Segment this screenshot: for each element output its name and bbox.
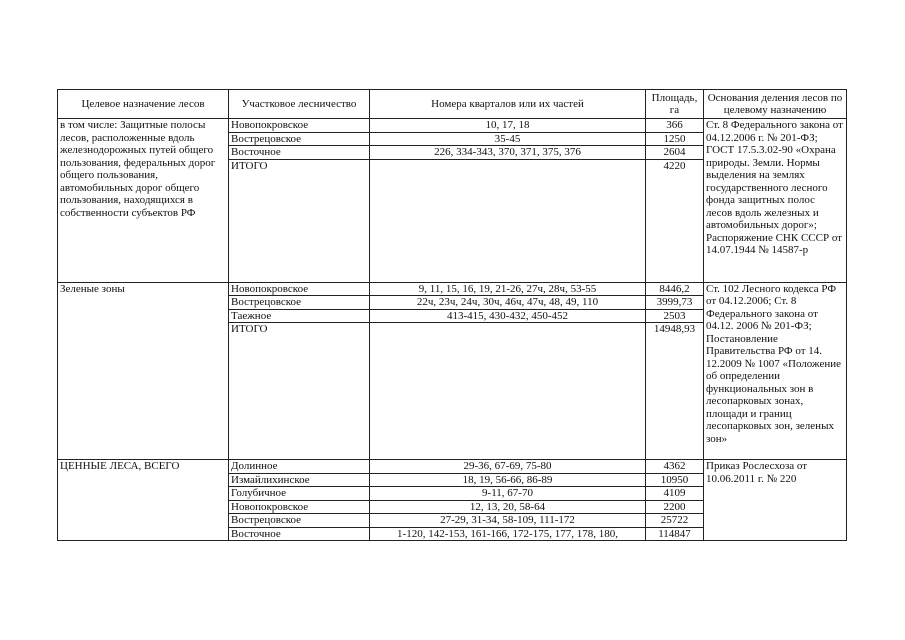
header-area: Площадь, га	[646, 90, 704, 119]
basis-cell: Ст. 8 Федерального закона от 04.12.2006 г. № 201-ФЗ; ГОСТ 17.5.3.02-90 «Охрана природы. Земли. Нормы выделения на землях государственного лесного фонда защитных полос лесов вдоль железных и автомобильных дорог»; Распоряжение СНК СССР от 14.07.1944 № 14587-р	[704, 119, 847, 283]
forestry-cell: Новопокровское	[229, 119, 370, 133]
forestry-cell: Вострецовское	[229, 514, 370, 528]
quarters-cell: 22ч, 23ч, 24ч, 30ч, 46ч, 47ч, 48, 49, 110	[370, 296, 646, 310]
total-label: ИТОГО	[229, 323, 370, 460]
header-row	[58, 90, 847, 119]
quarters-cell: 29-36, 67-69, 75-80	[370, 460, 646, 474]
quarters-cell: 10, 17, 18	[370, 119, 646, 133]
forestry-cell: Вострецовское	[229, 296, 370, 310]
header-purpose: Целевое назначение лесов	[58, 90, 229, 119]
total-label: ИТОГО	[229, 159, 370, 282]
purpose-cell: в том числе: Защитные полосы лесов, расположенные вдоль железнодорожных путей общего пользования, федеральных дорог общего пользования, автомобильных дорог общего пользования, находящихся в собственности субъектов РФ	[58, 119, 229, 283]
total-area: 14948,93	[646, 323, 704, 460]
purpose-cell: Зеленые зоны	[58, 282, 229, 460]
quarters-cell: 27-29, 31-34, 58-109, 111-172	[370, 514, 646, 528]
header-forestry: Участковое лесничество	[229, 90, 370, 119]
area-cell: 4362	[646, 460, 704, 474]
forestry-cell: Восточное	[229, 527, 370, 541]
table-row	[58, 119, 847, 133]
area-cell: 2604	[646, 146, 704, 160]
table-row	[58, 282, 847, 296]
forestry-cell: Измайлихинское	[229, 473, 370, 487]
purpose-cell: ЦЕННЫЕ ЛЕСА, ВСЕГО	[58, 460, 229, 541]
quarters-empty-cell	[370, 323, 646, 460]
area-cell: 8446,2	[646, 282, 704, 296]
quarters-cell: 413-415, 430-432, 450-452	[370, 309, 646, 323]
forestry-cell: Долинное	[229, 460, 370, 474]
quarters-cell: 1-120, 142-153, 161-166, 172-175, 177, 178, 180,	[370, 527, 646, 541]
quarters-cell: 226, 334-343, 370, 371, 375, 376	[370, 146, 646, 160]
area-cell: 366	[646, 119, 704, 133]
area-cell: 3999,73	[646, 296, 704, 310]
total-area: 4220	[646, 159, 704, 282]
quarters-cell: 35-45	[370, 132, 646, 146]
header-basis: Основания деления лесов по целевому назначению	[704, 90, 847, 119]
forestry-cell: Вострецовское	[229, 132, 370, 146]
forestry-cell: Новопокровское	[229, 500, 370, 514]
basis-cell: Приказ Рослесхоза от 10.06.2011 г. № 220	[704, 460, 847, 541]
forestry-cell: Таежное	[229, 309, 370, 323]
quarters-cell: 12, 13, 20, 58-64	[370, 500, 646, 514]
area-cell: 10950	[646, 473, 704, 487]
forest-purpose-table	[57, 89, 847, 541]
quarters-cell: 9-11, 67-70	[370, 487, 646, 501]
quarters-cell: 9, 11, 15, 16, 19, 21-26, 27ч, 28ч, 53-55	[370, 282, 646, 296]
area-cell: 1250	[646, 132, 704, 146]
quarters-cell: 18, 19, 56-66, 86-89	[370, 473, 646, 487]
header-quarters: Номера кварталов или их частей	[370, 90, 646, 119]
area-cell: 25722	[646, 514, 704, 528]
forestry-cell: Новопокровское	[229, 282, 370, 296]
area-cell: 2200	[646, 500, 704, 514]
forestry-cell: Восточное	[229, 146, 370, 160]
area-cell: 114847	[646, 527, 704, 541]
area-cell: 4109	[646, 487, 704, 501]
forestry-cell: Голубичное	[229, 487, 370, 501]
table-row	[58, 460, 847, 474]
quarters-empty-cell	[370, 159, 646, 282]
basis-cell: Ст. 102 Лесного кодекса РФ от 04.12.2006; Ст. 8 Федерального закона от 04.12. 2006 № 201-ФЗ; Постановление Правительства РФ от 14. 12.2009 № 1007 «Положение об определении функциональных зон в лесопарковых зонах, площади и границ лесопарковых зон, зеленых зон»	[704, 282, 847, 460]
area-cell: 2503	[646, 309, 704, 323]
